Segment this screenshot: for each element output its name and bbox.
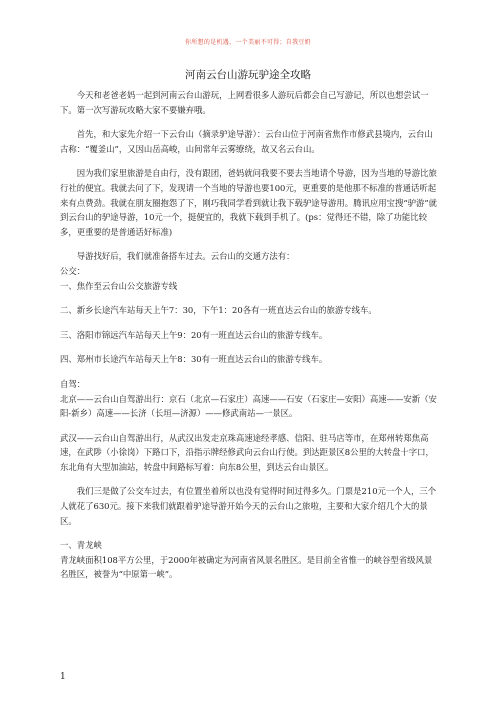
- paragraph-transport-intro: 导游找好后，我们就准备搭车过去。云台山的交通方法有：: [76, 251, 295, 262]
- paragraph-qinglong-gorge: 青龙峡面积108平方公里，于2000年被确定为河南省风景名胜区。是目前全省惟一的峡谷型省级风景名胜区，被誉为“中原第一峡”。: [60, 554, 433, 580]
- paragraph-drive-wuhan: 武汉——云台山自驾游出行，从武汉出发走京珠高速途经孝感、信阳、驻马店等市，在郑州转郑焦高速，在武陟（小徐岗）下路口下，沿指示牌经修武向云台山行使。到达距景区8公里的大转盘十字口，东北角有大型加油站，转盘中间路标写着：向东8公里，到达云台山景区。: [60, 432, 434, 472]
- list-item-route-2: 二、新乡长途汽车站每天上午7：30，下午1：20各有一班直达云台山的旅游专线车。: [60, 305, 377, 316]
- heading-qinglong-gorge: 一、青龙峡: [60, 540, 102, 551]
- paragraph-drive-beijing: 北京——云台山自驾游出行：京石（北京—石家庄）高速——石安（石家庄—安阳）高速——安新（安阳-新乡）高速——长济（长垣—济源）——修武南站—一景区。: [60, 393, 437, 419]
- page-header: 你所想的是机遇，一个美丽不可得；自我豆奶: [184, 39, 311, 46]
- document-title: 河南云台山游玩驴途全攻略: [185, 69, 311, 81]
- heading-self-drive: 自驾：: [60, 378, 86, 389]
- paragraph-overview: 首先，和大家先介绍一下云台山（摘录驴途导游）：云台山位于河南省焦作市修武县境内，云台山古称：“覆釜山”，又因山岳高峻，山间常年云雾缭绕，故又名云台山。: [60, 129, 433, 154]
- list-item-route-1: 一、焦作至云台山公交旅游专线: [60, 280, 178, 291]
- page-number: 1: [60, 672, 66, 682]
- heading-public-transport: 公交：: [60, 265, 86, 276]
- list-item-route-3: 三、洛阳市锦远汽车站每天上午9：20有一班直达云台山的旅游专线车。: [60, 329, 328, 340]
- list-item-route-4: 四、郑州市长途汽车站每天上午8：30有一班直达云台山的旅游专线车。: [60, 354, 328, 365]
- paragraph-guide: 因为我们家里旅游是自由行，没有跟团，爸妈就问我要不要去当地请个导游，因为当地的导游比旅行社的便宜。我就去问了下，发现请一个当地的导游也要100元，更重要的是他那不标准的普通话听起来有点费劲。我就在朋友圈抱怨了下，刚巧我同学看到就让我下载驴途导游用。腾讯应用宝搜“驴游”就到云台山的驴途导游，10元一个，挺便宜的，我就下载到手机了。(ps：觉得还不错，除了功能比较多，更重要的是普通话好标准): [60, 168, 438, 237]
- paragraph-tickets: 我们三是做了公交车过去，有位置坐着所以也没有觉得时间过得多久。门票是210元一个人，三个人就花了630元。接下来我们就跟着驴途导游开始今天的云台山之旅啦，主要和大家介绍几个大的景区。: [60, 486, 437, 526]
- paragraph-intro: 今天和老爸老妈一起到河南云台山游玩，上网看很多人游玩后都会自己写游记，所以也想尝试一下。第一次写游玩攻略大家不要嫌弃哦。: [60, 90, 429, 115]
- document-body: [60, 88, 438, 582]
